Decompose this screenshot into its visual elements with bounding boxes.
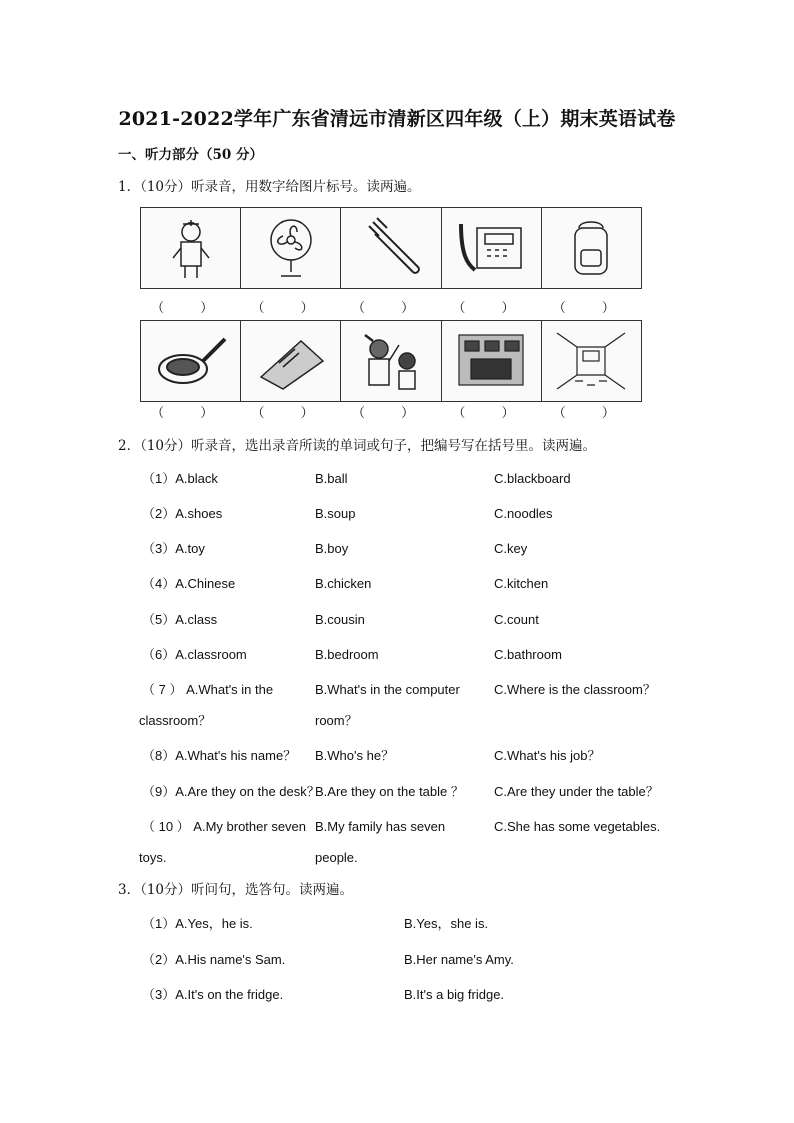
- answer-blank[interactable]: （ ）: [251, 301, 330, 316]
- option-b: B.It's a big fridge.: [404, 987, 505, 1002]
- option-a: （3）A.It's on the fridge.: [142, 987, 284, 1002]
- option-a: （6）A.classroom: [142, 647, 247, 662]
- option-b: B.ball: [315, 471, 348, 486]
- option-a: （1）A.black: [142, 471, 218, 486]
- option-c: C.She has some vegetables.: [494, 819, 661, 834]
- computer-room-icon: [442, 321, 542, 401]
- question-3-prompt: 3．（10分）听问句，选答句。读两遍。: [118, 882, 354, 898]
- picture-row-1: [140, 207, 642, 289]
- option-b: B.cousin: [315, 612, 365, 627]
- option-b: B.Are they on the table ？: [315, 784, 464, 799]
- doctor-icon: [141, 208, 241, 288]
- answer-blank[interactable]: （ ）: [151, 406, 230, 421]
- option-a: （9）A.Are they on the desk？: [142, 784, 320, 799]
- option-a: （3）A.toy: [142, 541, 205, 556]
- classroom-icon: [542, 321, 641, 401]
- option-a-line2: classroom？: [139, 713, 212, 728]
- option-b-line1: B.My family has seven: [315, 819, 446, 834]
- answer-blank[interactable]: （ ）: [552, 301, 631, 316]
- answer-blank[interactable]: （ ）: [452, 301, 531, 316]
- option-a: （5）A.class: [142, 612, 218, 627]
- option-a: （4）A.Chinese: [142, 576, 236, 591]
- page-title: 2021-2022学年广东省清远市清新区四年级（上）期末英语试卷: [118, 108, 676, 130]
- option-c: C.blackboard: [494, 471, 571, 486]
- option-c: C.count: [494, 612, 539, 627]
- option-b: B.chicken: [315, 576, 372, 591]
- book-icon: [241, 321, 341, 401]
- question-1-prompt: 1．（10分）听录音，用数字给图片标号。读两遍。: [118, 179, 421, 195]
- option-b: B.soup: [315, 506, 356, 521]
- question-2-prompt: 2．（10分）听录音，选出录音所读的单词或句子，把编号写在括号里。读两遍。: [118, 438, 597, 454]
- answer-blank[interactable]: （ ）: [452, 406, 531, 421]
- option-a: （1）A.Yes，he is.: [142, 916, 253, 931]
- section-heading-listening: 一、听力部分（50 分）: [118, 147, 263, 163]
- option-b-line1: B.What's in the computer: [315, 682, 460, 697]
- fan-icon: [241, 208, 341, 288]
- option-c: C.kitchen: [494, 576, 549, 591]
- answer-blank[interactable]: （ ）: [552, 406, 631, 421]
- option-c: C.key: [494, 541, 528, 556]
- option-b: B.Yes，she is.: [404, 916, 489, 931]
- answer-blank[interactable]: （ ）: [351, 301, 431, 316]
- answer-row-1: [140, 297, 642, 316]
- schoolbag-icon: [542, 208, 641, 288]
- option-c: C.noodles: [494, 506, 553, 521]
- option-c: C.bathroom: [494, 647, 562, 662]
- option-a: （2）A.His name's Sam.: [142, 952, 286, 967]
- boy-pointing-icon: [341, 321, 441, 401]
- option-b: B.Who's he？: [315, 748, 395, 763]
- option-a-line1: （ 10 ） A.My brother seven: [142, 819, 307, 834]
- option-a-line1: （ 7 ） A.What's in the: [142, 682, 274, 697]
- option-b: B.bedroom: [315, 647, 379, 662]
- option-c: C.Are they under the table？: [494, 784, 659, 799]
- picture-row-2: [140, 320, 642, 402]
- answer-blank[interactable]: （ ）: [251, 406, 330, 421]
- option-a: （2）A.shoes: [142, 506, 223, 521]
- fork-icon: [341, 208, 441, 288]
- answer-blank[interactable]: （ ）: [351, 406, 431, 421]
- option-b: B.boy: [315, 541, 349, 556]
- option-c: C.Where is the classroom？: [494, 682, 656, 697]
- option-b-line2: room？: [315, 713, 358, 728]
- pan-icon: [141, 321, 241, 401]
- answer-row-2: [140, 402, 642, 421]
- option-b-line2: people.: [315, 850, 358, 865]
- option-b: B.Her name's Amy.: [404, 952, 514, 967]
- option-a: （8）A.What's his name？: [142, 748, 297, 763]
- telephone-icon: [442, 208, 542, 288]
- option-a-line2: toys.: [139, 850, 167, 865]
- option-c: C.What's his job？: [494, 748, 601, 763]
- answer-blank[interactable]: （ ）: [151, 301, 230, 316]
